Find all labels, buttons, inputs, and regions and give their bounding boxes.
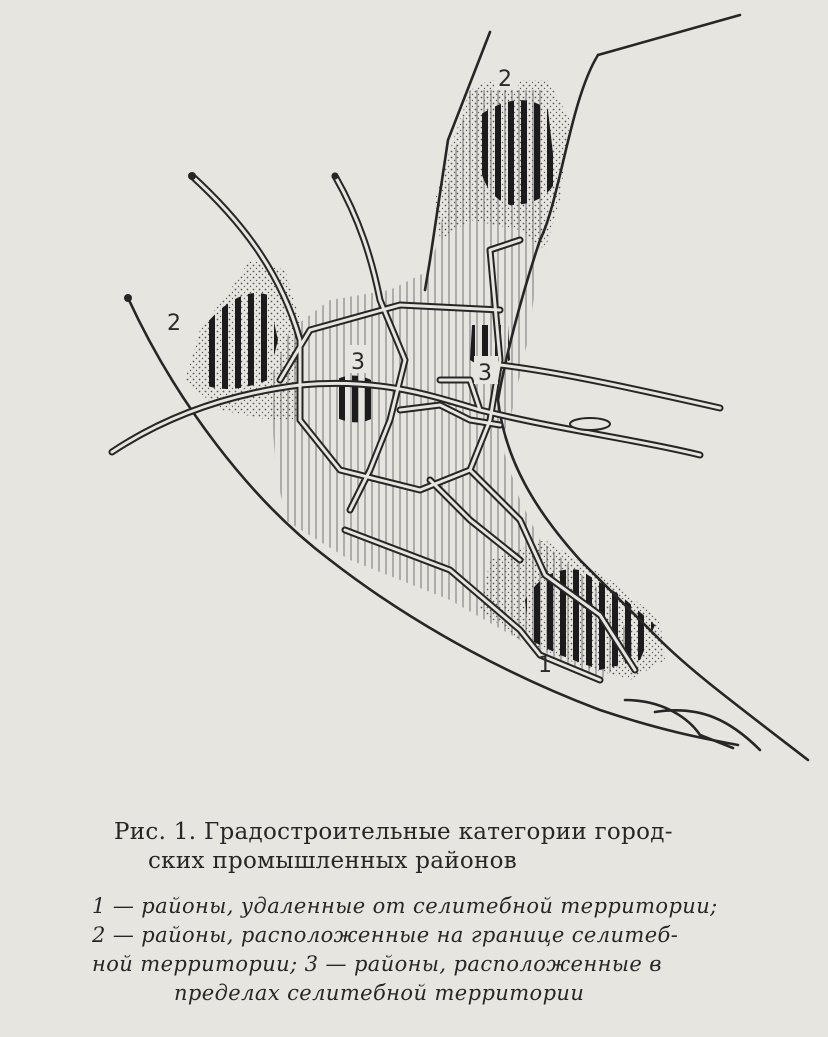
- label-zone-2-top: 2: [498, 67, 512, 92]
- label-zone-2-left: 2: [167, 311, 181, 336]
- caption-title: [92, 818, 792, 876]
- label-zone-3-right: 3: [478, 361, 492, 386]
- label-zone-1: 1: [538, 653, 552, 678]
- legend-line-2: 2 — районы, расположенные на границе селитеб-: [92, 923, 679, 947]
- legend-line-3: ной территории; 3 — районы, расположенные в: [92, 952, 662, 976]
- caption-legend: [92, 892, 792, 1008]
- caption-title-line-2: ских промышленных районов: [148, 848, 518, 874]
- road-endpoints: [124, 172, 339, 302]
- figure-caption: [92, 818, 792, 1008]
- legend-line-1: 1 — районы, удаленные от селитебной территории;: [92, 894, 718, 918]
- industrial-zone-2-left: [205, 293, 278, 389]
- caption-title-line-1: Рис. 1. Градостроительные категории город-: [114, 819, 673, 845]
- industrial-zone-2-top: [478, 100, 556, 205]
- label-zone-3-left: 3: [351, 350, 365, 375]
- river-island: [570, 418, 610, 430]
- legend-line-4: пределах селитебной территории: [174, 981, 585, 1005]
